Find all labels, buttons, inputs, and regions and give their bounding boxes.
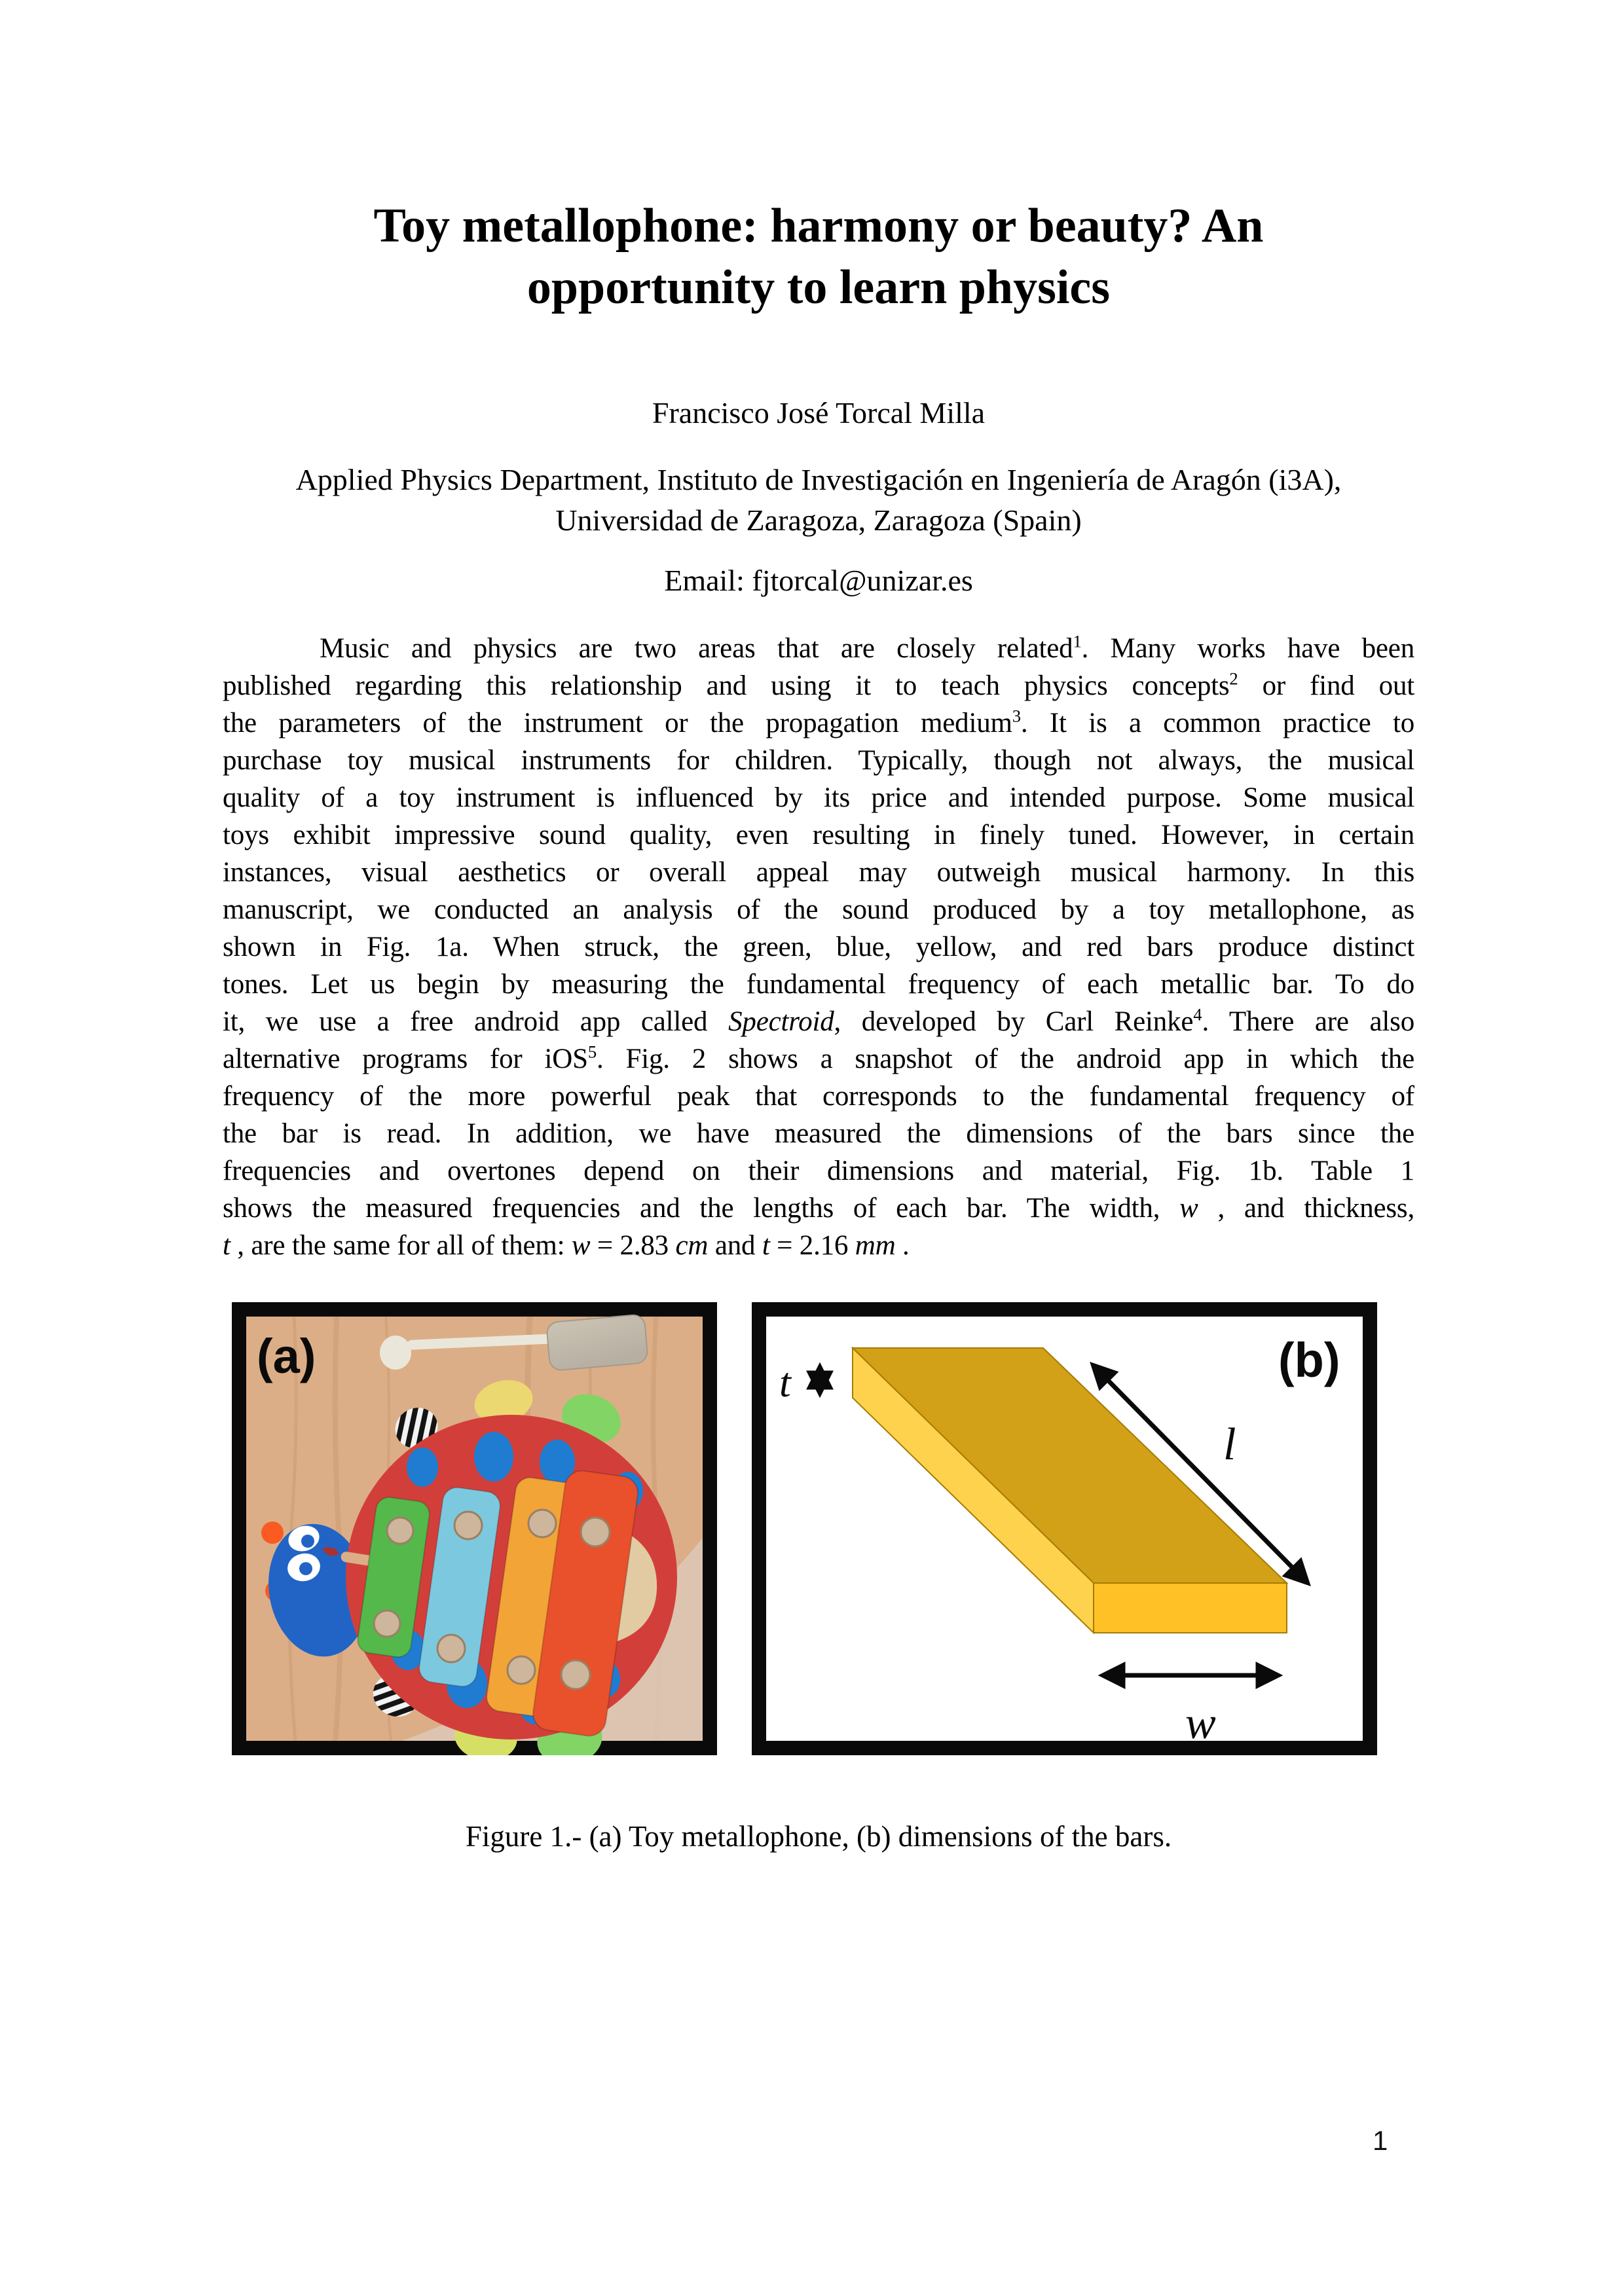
- paragraph-line: manuscript, we conducted an analysis of the sound produced by a toy metallophone, as: [223, 894, 1414, 925]
- mallet-head: [546, 1314, 648, 1371]
- paper-title-line2: opportunity to learn physics: [526, 261, 1111, 314]
- figure-1a-label: (a): [257, 1329, 316, 1383]
- paragraph-line: t , are the same for all of them: w = 2.83 cm and t = 2.16 mm .: [223, 1230, 910, 1261]
- body-paragraph: [223, 630, 1414, 1264]
- paragraph-line: the bar is read. In addition, we have measured the dimensions of the bars since the: [223, 1118, 1414, 1149]
- antenna-pom: [261, 1522, 284, 1544]
- affiliation-line2: Universidad de Zaragoza, Zaragoza (Spain): [555, 503, 1082, 537]
- width-label: w: [1185, 1698, 1216, 1749]
- thickness-label: t: [779, 1359, 791, 1406]
- paper-title: [223, 0, 1414, 318]
- figure-1b-diagram: [752, 1302, 1377, 1755]
- paragraph-line: Music and physics are two areas that are closely related$^1$. Many works have been: [320, 631, 1414, 664]
- bar-front-face: [1094, 1583, 1287, 1633]
- length-label: l: [1223, 1419, 1236, 1470]
- paragraph-line: alternative programs for iOS$^5$. Fig. 2 shows a snapshot of the android app in which the: [223, 1042, 1414, 1074]
- affiliation: [223, 460, 1414, 541]
- affiliation-line1: Applied Physics Department, Instituto de Investigación en Ingeniería de Aragón (i3A),: [295, 463, 1342, 496]
- mallet-ball: [380, 1336, 411, 1370]
- paragraph-line: frequencies and overtones depend on their dimensions and material, Fig. 1b. Table 1: [223, 1156, 1414, 1186]
- paragraph-line: the parameters of the instrument or the propagation medium$^3$. It is a common practice to: [223, 706, 1414, 738]
- paragraph-line: purchase toy musical instruments for children. Typically, though not always, the musical: [223, 745, 1414, 776]
- email-line: Email: fjtorcal@unizar.es: [664, 564, 973, 597]
- paper-title-line1: Toy metallophone: harmony or beauty? An: [373, 199, 1264, 253]
- paragraph-line: shows the measured frequencies and the lengths of each bar. The width, w , and thickness,: [223, 1193, 1414, 1224]
- paragraph-line: toys exhibit impressive sound quality, even resulting in finely tuned. However, in certain: [223, 820, 1414, 850]
- paragraph-line: frequency of the more powerful peak that corresponds to the fundamental frequency of: [223, 1081, 1414, 1112]
- paragraph-line: quality of a toy instrument is influenced by its price and intended purpose. Some musical: [223, 782, 1414, 813]
- paragraph-line: instances, visual aesthetics or overall appeal may outweigh musical harmony. In this: [223, 857, 1414, 888]
- paragraph-line: published regarding this relationship and using it to teach physics concepts$^2$ or find out: [223, 668, 1414, 701]
- paragraph-line: shown in Fig. 1a. When struck, the green, blue, yellow, and red bars produce distinct: [223, 932, 1414, 962]
- figure-1b-label: (b): [1278, 1333, 1340, 1387]
- paragraph-line: it, we use a free android app called Spectroid, developed by Carl Reinke$^4$. There are also: [223, 1004, 1414, 1037]
- author-name: Francisco José Torcal Milla: [652, 396, 986, 429]
- paragraph-line: tones. Let us begin by measuring the fundamental frequency of each metallic bar. To do: [223, 969, 1414, 1000]
- figure-1: [223, 1302, 1414, 1755]
- figure-caption: Figure 1.- (a) Toy metallophone, (b) dimensions of the bars.: [465, 1820, 1172, 1853]
- page-number: 1: [1373, 2125, 1388, 2156]
- figure-1a-photo: [232, 1302, 717, 1755]
